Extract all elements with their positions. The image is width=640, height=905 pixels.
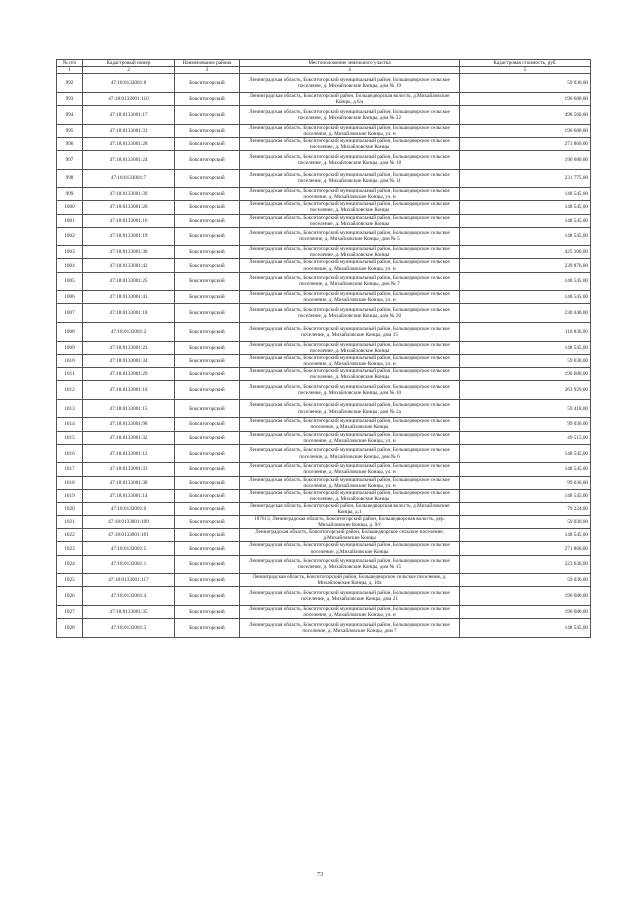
table-row [57,431,591,444]
location: Ленинградская область, Бокситогорский муниципальный район, Большедворское сельское поселение, д. Михайловские Концы, дом № 7 [240,272,460,291]
column-number: 2 [83,67,175,74]
table-row [57,259,591,272]
row-number: 1028 [57,619,83,638]
table-row [57,124,591,137]
district-name: Бокситогорский [175,555,240,574]
row-number: 1016 [57,444,83,463]
table-row [57,246,591,259]
cadastral-number: 47:18:0133001:41 [83,291,175,304]
district-name: Бокситогорский [175,227,240,246]
location: Ленинградская область, Бокситогорский муниципальный район, Большедворское сельское поселение, д. Михайловские Концы, дом 21 [240,587,460,606]
cadastral-value: 148 545,00 [460,291,591,304]
table-row [57,137,591,150]
location: 187613, Ленинградская область, Бокситогорский район, Большедворская волость, дер. Михайловские Концы, д. 9/г [240,516,460,529]
location: Ленинградская область, Бокситогорский муниципальный район, Большедворское сельское поселение, д. Михайловские Концы, дом № 6 [240,444,460,463]
table-header-row [57,60,591,67]
location: Ленинградская область, Бокситогорский муниципальный район, Большедворское сельское поселение, д. Михайловские Концы [240,368,460,381]
location: Ленинградская область, Бокситогорский район, Большедворская волость, д.Михайловские Концы, д.6/а [240,92,460,105]
district-name: Бокситогорский [175,502,240,515]
cadastral-value: 148 545,00 [460,214,591,227]
location: Ленинградская область, Бокситогорский муниципальный район, Большедворское сельское поселение, д. Михайловские Концы, ул. н [240,124,460,137]
cadastral-value: 148 545,00 [460,463,591,476]
cadastral-number: 47:18:0133001:7 [83,169,175,188]
district-name: Бокситогорский [175,92,240,105]
table-row [57,169,591,188]
location: Ленинградская область, Бокситогорский муниципальный район, Большедворское сельское поселение, д. Михайловские Концы, ул. н [240,476,460,489]
table-row [57,341,591,354]
cadastral-value: 148 545,00 [460,529,591,542]
cadastral-value: 148 545,00 [460,444,591,463]
district-name: Бокситогорский [175,587,240,606]
location: Ленинградская область, Бокситогорский муниципальный район, Большедворское сельское поселение, д. Михайловские Концы, ул. н [240,291,460,304]
cadastral-value: 148 545,00 [460,272,591,291]
header-district: Наименование района [175,60,240,67]
district-name: Бокситогорский [175,516,240,529]
column-number: 3 [175,67,240,74]
row-number: 995 [57,124,83,137]
cadastral-number: 47:18:0133001:17 [83,105,175,124]
table-row [57,105,591,124]
row-number: 1004 [57,259,83,272]
cadastral-number: 47:18:0133001:28 [83,137,175,150]
cadastral-value: 190 680,00 [460,92,591,105]
cadastral-value: 498 560,00 [460,105,591,124]
cadastral-number: 47:18:0133001:32 [83,431,175,444]
cadastral-number: 47:18:0133001:109 [83,516,175,529]
cadastral-value: 99 036,00 [460,418,591,431]
table-row [57,227,591,246]
cadastral-value: 59 030,00 [460,516,591,529]
cadastral-value: 263 929,00 [460,381,591,400]
table-row [57,542,591,555]
district-name: Бокситогорский [175,476,240,489]
column-number: 1 [57,67,83,74]
location: Ленинградская область, Бокситогорский муниципальный район, Большедворское сельское поселение, д. Михайловские Концы, дом № 11 [240,169,460,188]
header-number: № п/п [57,60,83,67]
header-cadastral-value: Кадастровая стоимость, руб. [460,60,591,67]
table-row [57,214,591,227]
row-number: 999 [57,188,83,201]
cadastral-value: 148 545,00 [460,201,591,214]
district-name: Бокситогорский [175,463,240,476]
district-name: Бокситогорский [175,431,240,444]
cadastral-value: 99 036,00 [460,476,591,489]
location: Ленинградская область, Бокситогорский муниципальный район, Большедворское сельское поселение, д. Михайловские Концы, ул. н [240,606,460,619]
district-name: Бокситогорский [175,291,240,304]
header-location: Местоположение земельного участка [240,60,460,67]
cadastral-number: 47:18:0133001:101 [83,529,175,542]
row-number: 993 [57,92,83,105]
table-row [57,381,591,400]
cadastral-value: 148 545,00 [460,619,591,638]
location: Ленинградская область, Бокситогорский муниципальный район, Большедворское сельское поселение, д. Михайловские Концы [240,341,460,354]
district-name: Бокситогорский [175,259,240,272]
cadastral-number: 47:18:0133001:3 [83,619,175,638]
location: Ленинградская область, Бокситогорский муниципальный район, Большедворское сельское поселение, д. Михайловские Концы, ул. н [240,463,460,476]
district-name: Бокситогорский [175,444,240,463]
district-name: Бокситогорский [175,150,240,169]
location: Ленинградская область, Бокситогорский муниципальный район, Большедворское сельское поселение, д. Михайловские Концы, дом № 10 [240,381,460,400]
cadastral-number: 47:18:0133001:16 [83,214,175,227]
location: Ленинградская область, Бокситогорский муниципальный район, Большедворское сельское поселение, д. Михайловские Концы, дом № 2а [240,399,460,418]
district-name: Бокситогорский [175,619,240,638]
location: Ленинградская область, Бокситогорский муниципальный район, Большедворское сельское поселение, д. Михайловские Концы, дом № 19 [240,74,460,93]
location: Ленинградская область, Бокситогорский муниципальный район, Большедворское сельское поселение, д. Михайловские Концы, дом 7 [240,619,460,638]
cadastral-number: 47:18:0133001:34 [83,354,175,367]
cadastral-number: 47:18:0133001:10 [83,381,175,400]
cadastral-number: 47:18:0133001:30 [83,246,175,259]
cadastral-value: 239 876,00 [460,259,591,272]
cadastral-number: 47:18:0133001:29 [83,368,175,381]
row-number: 998 [57,169,83,188]
table-row [57,188,591,201]
location: Ленинградская область, Бокситогорский муниципальный район, Большедворское сельское поселение, д.Михайловские Концы [240,542,460,555]
location: Ленинградская область, Бокситогорский муниципальный район, Большедворское сельское поселение, д. Михайловские Концы, дом № 22 [240,105,460,124]
cadastral-number: 47:18:0133001:25 [83,272,175,291]
cadastral-value: 59 030,00 [460,354,591,367]
cadastral-value: 190 680,00 [460,368,591,381]
district-name: Бокситогорский [175,354,240,367]
cadastral-number: 47:18:0133001:6 [83,502,175,515]
location: Ленинградская область, Бокситогорский муниципальный район, Большедворское сельское поселение, д. Михайловские Концы [240,489,460,502]
row-number: 1015 [57,431,83,444]
row-number: 1017 [57,463,83,476]
row-number: 1024 [57,555,83,574]
table-row [57,619,591,638]
cadastral-number: 47:18:0133001:24 [83,150,175,169]
cadastral-number: 47:18:0133001:2 [83,323,175,342]
table-row [57,463,591,476]
district-name: Бокситогорский [175,188,240,201]
row-number: 1012 [57,381,83,400]
row-number: 1001 [57,214,83,227]
row-number: 1006 [57,291,83,304]
location: Ленинградская область, Бокситогорский муниципальный район, Большедворское сельское поселение, д. Михайловские Концы, ул. н [240,188,460,201]
district-name: Бокситогорский [175,542,240,555]
table-row [57,368,591,381]
cadastral-value: 271 860,00 [460,137,591,150]
cadastral-number: 47:18:0133001:35 [83,606,175,619]
row-number: 994 [57,105,83,124]
district-name: Бокситогорский [175,74,240,93]
cadastral-number: 47:18:0133001:20 [83,201,175,214]
cadastral-value: 59 030,00 [460,74,591,93]
cadastral-number: 47:18:0133001:18 [83,304,175,323]
cadastral-number: 47:18:0133001:98 [83,418,175,431]
column-number: 4 [240,67,460,74]
district-name: Бокситогорский [175,137,240,150]
location: Ленинградская область, Бокситогорский муниципальный район, Большедворское сельское поселение, д. Михайловские Концы, дом 15 [240,323,460,342]
location: Ленинградская область, Бокситогорский муниципальный район, Большедворское сельское поселение, д. Михайловские Концы [240,246,460,259]
district-name: Бокситогорский [175,489,240,502]
cadastral-value: 59 030,00 [460,574,591,587]
location: Ленинградская область, Бокситогорский район, Большедворская волость, д.Михайловские Концы, д.1 [240,502,460,515]
district-name: Бокситогорский [175,606,240,619]
table-row [57,291,591,304]
row-number: 1003 [57,246,83,259]
cadastral-number: 47:18:0133001:31 [83,124,175,137]
row-number: 996 [57,137,83,150]
location: Ленинградская область, Бокситогорский муниципальный район, Большедворское сельское поселение, д. Михайловские Концы, дом № 18 [240,150,460,169]
location: Ленинградская область, Бокситогорский муниципальный район, Большедворское сельское поселение, д. Михайловские Концы, дом № 20 [240,304,460,323]
cadastral-value: 231 775,00 [460,169,591,188]
cadastral-number: 47:18:0133001:42 [83,259,175,272]
cadastral-value: 190 680,00 [460,124,591,137]
district-name: Бокситогорский [175,341,240,354]
table-row [57,489,591,502]
cadastral-value: 223 636,00 [460,555,591,574]
cadastral-number: 47:18:0133001:14 [83,489,175,502]
row-number: 997 [57,150,83,169]
location: Ленинградская область, Бокситогорский муниципальный район, Большедворское сельское поселение, д. Михайловские Концы [240,137,460,150]
row-number: 1021 [57,516,83,529]
location: Ленинградская область, Бокситогорский район, Большедворское сельское поселение, д.Михайловские Концы [240,529,460,542]
header-cadastral-number: Кадастровый номер [83,60,175,67]
table-row [57,304,591,323]
location: Ленинградская область, Бокситогорский муниципальный район, Большедворское сельское поселение, д. Михайловские Концы, ул. н [240,354,460,367]
cadastral-value: 190 680,00 [460,150,591,169]
district-name: Бокситогорский [175,304,240,323]
district-name: Бокситогорский [175,368,240,381]
row-number: 992 [57,74,83,93]
row-number: 1020 [57,502,83,515]
table-row [57,444,591,463]
row-number: 1007 [57,304,83,323]
row-number: 1026 [57,587,83,606]
table-row [57,529,591,542]
district-name: Бокситогорский [175,169,240,188]
district-name: Бокситогорский [175,418,240,431]
table-row [57,574,591,587]
location: Ленинградская область, Бокситогорский муниципальный район, Большедворское сельское поселение, д.Михайловские Концы [240,418,460,431]
cadastral-value: 230 440,00 [460,304,591,323]
row-number: 1019 [57,489,83,502]
table-row [57,74,591,93]
district-name: Бокситогорский [175,272,240,291]
location: Ленинградская область, Бокситогорский муниципальный район, Большедворское сельское поселение, д. Михайловские Концы [240,214,460,227]
row-number: 1011 [57,368,83,381]
cadastral-value: 49 515,00 [460,431,591,444]
cadastral-number: 47:18:0133001:8 [83,74,175,93]
location: Ленинградская область, Бокситогорский муниципальный район, Большедворское сельское поселение, д. Михайловские Концы, ул. н [240,259,460,272]
row-number: 1000 [57,201,83,214]
cadastral-number: 47:18:0133001:5 [83,542,175,555]
table-row [57,150,591,169]
row-number: 1005 [57,272,83,291]
cadastral-number: 47:18:0133001:33 [83,463,175,476]
table-row [57,418,591,431]
location: Ленинградская область, Бокситогорский муниципальный район, Большедворское сельское поселение, д. Михайловские Концы [240,201,460,214]
location: Ленинградская область, Бокситогорский муниципальный район, Большедворское сельское поселение, д. Михайловские Концы, ул. н [240,431,460,444]
table-row [57,502,591,515]
cadastral-value: 148 545,00 [460,188,591,201]
cadastral-number: 47:18:0133001:38 [83,476,175,489]
table-body [57,74,591,638]
table-row [57,587,591,606]
row-number: 1014 [57,418,83,431]
cadastral-number: 47:18:0133001:39 [83,188,175,201]
table-row [57,606,591,619]
district-name: Бокситогорский [175,399,240,418]
column-numbers-row [57,67,591,74]
row-number: 1010 [57,354,83,367]
table-row [57,201,591,214]
district-name: Бокситогорский [175,124,240,137]
cadastral-value: 190 680,00 [460,587,591,606]
cadastral-value: 118 836,00 [460,323,591,342]
cadastral-number: 47:18:0133001:117 [83,574,175,587]
table-row [57,476,591,489]
district-name: Бокситогорский [175,246,240,259]
district-name: Бокситогорский [175,323,240,342]
table-row [57,516,591,529]
district-name: Бокситогорский [175,529,240,542]
district-name: Бокситогорский [175,105,240,124]
cadastral-value: 79 224,00 [460,502,591,515]
row-number: 1002 [57,227,83,246]
column-number: 5 [460,67,591,74]
row-number: 1013 [57,399,83,418]
cadastral-value: 148 545,00 [460,341,591,354]
district-name: Бокситогорский [175,381,240,400]
table-row [57,354,591,367]
table-row [57,555,591,574]
row-number: 1022 [57,529,83,542]
cadastral-value: 59 418,00 [460,399,591,418]
table-row [57,272,591,291]
location: Ленинградская область, Бокситогорский муниципальный район, Большедворское сельское поселение, д. Михайловские Концы, дом № 15 [240,555,460,574]
row-number: 1025 [57,574,83,587]
row-number: 1018 [57,476,83,489]
district-name: Бокситогорский [175,201,240,214]
table-row [57,92,591,105]
cadastral-number: 47:18:0133001:23 [83,341,175,354]
table-row [57,323,591,342]
row-number: 1023 [57,542,83,555]
page-number: 73 [317,872,323,878]
location: Ленинградская область, Бокситогорский район, Большедворское сельское поселение, д. Михайловские Концы, д. 10а [240,574,460,587]
cadastral-number: 47:18:0133001:15 [83,399,175,418]
cadastral-number: 47:18:0133001:12 [83,444,175,463]
cadastral-number: 47:18:0133001:19 [83,227,175,246]
table-row [57,399,591,418]
district-name: Бокситогорский [175,214,240,227]
location: Ленинградская область, Бокситогорский муниципальный район, Большедворское сельское поселение, д. Михайловские Концы, дом № 5 [240,227,460,246]
cadastral-value: 148 545,00 [460,489,591,502]
row-number: 1009 [57,341,83,354]
cadastral-number: 47:18:0133001:1 [83,555,175,574]
row-number: 1027 [57,606,83,619]
district-name: Бокситогорский [175,574,240,587]
cadastral-value: 148 545,00 [460,227,591,246]
row-number: 1008 [57,323,83,342]
cadastral-table [56,59,591,638]
cadastral-number: 47:18:0133001:110 [83,92,175,105]
cadastral-value: 190 680,00 [460,606,591,619]
cadastral-value: 425 106,00 [460,246,591,259]
cadastral-value: 271 860,00 [460,542,591,555]
cadastral-number: 47:18:0133001:4 [83,587,175,606]
